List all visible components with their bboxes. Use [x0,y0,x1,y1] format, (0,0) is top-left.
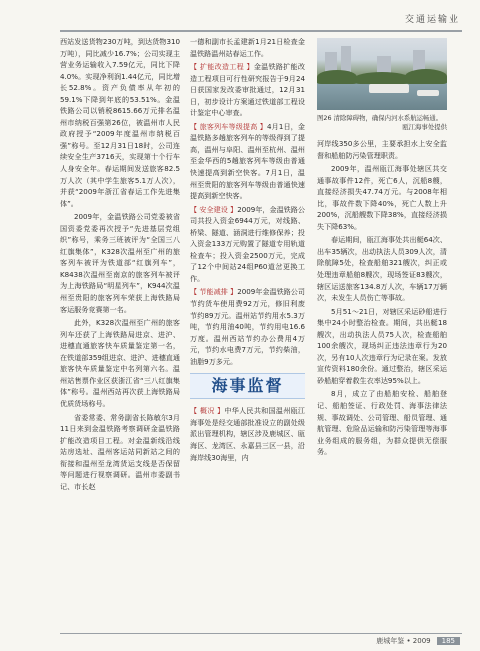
paragraph: 5月51～21日，对辖区采运砂船进行集中24小时整治检查。期间，共出艇18艘次，出动执法人员75人次，检查船舶100余艘次，现场纠正违法违章行为20次，另有10人次违章行为记录在案。发放宣传资料180余份。通过整治，辖区采运砂船舶穿着救生衣率达95%以上。 [317,306,447,385]
paragraph: 西站发送货物230万吨，到达货物310万吨），同比减少16.7%；公司实现主营业务运输收入7.59亿元，同比下降4.0%。实现净利润1.44亿元，同比增长52.8%。资产负债率从年初的59.1%下降到年底的53.51%。金温铁路公司以销税8615.66万元排名温州市纳税百强第26位，被温州市人民政府授予“2009年度温州市纳税百强”称号。至12月31日18时，公司连续安全生产3716天，实现第十个行车人身安全年。春运期间发送旅客82.5万人次（其中学生旅客5.1万人次），并获“2009年浙江省春运工作先进集体”。 [60,37,180,208]
section-body: 中华人民共和国温州瓯江海事处是经交通部批准设立的副处级派出管理机构，辖区涉及鹿城区、瓯海区、龙湾区、永嘉县三区一县，沿海岸线30海里，内 [190,406,306,462]
section-train-grade [190,121,305,202]
footer-title: 鹿城年鉴 • 2009 [376,637,431,645]
river-photo [317,38,447,110]
boat-shape [369,84,409,93]
section-label: 【 旅客列车等级提高 】 [190,121,267,131]
paragraph: 春运期间，瓯江海事处共出艇64次、出车35辆次，出动执法人员309人次，清除航障5处，检查船舶321艘次，纠正或处理违章船舶8艘次，现场签证83艘次，辖区运送旅客134.8万人次，车辆17万辆次，未发生人员伤亡等事故。 [317,235,447,303]
section-expansion [190,61,305,119]
caption-text: 图26 清除障碍物，确保内河水系航运畅通。 [317,114,443,122]
section-body: 2009年，金温铁路公司共投入资金6944万元，对线路、桥梁、隧道、涵洞进行维修保养；投入资金133万元购置了隧道专用轨道检查车；投入资金2500万元，完成了12个中间站24组P60道岔更换工作。 [190,204,305,283]
section-overview [190,405,305,463]
paragraph: 此外，K328次温州至广州的旅客列车还获了上海铁路局进京、进沪、进穗直通旅客快车质量鉴定第一名，在铁道部359组进京、进沪、进穗直通旅客快车质量鉴定中名列第六名。温州站售票作业区获浙江省“三八红旗集体”称号。温州西站再次获上海铁路局优质货场称号。 [60,318,180,408]
section-energy [190,286,305,367]
section-label: 【 节能减排 】 [190,287,238,297]
paragraph: 2009年，金温铁路公司党委被省国资委党委再次授予“先进基层党组织”称号，乘务三班被评为“全国三八红旗集体”，K328次温州至广州的旅客列车被评为铁道部“红旗列车”，K8438次温州至南京的旅客列车被评为上海铁路局“明星列车”，K944次温州至贵阳的旅客列车荣获上海铁路局客运服务竞赛第一名。 [60,212,180,314]
caption-credit: 瓯江海事处提供 [402,123,447,131]
chapter-heading: 海事监督 [190,373,305,399]
section-label: 【 概况 】 [190,406,225,416]
column-3 [317,36,447,460]
section-title: 交通运输业 [404,15,460,25]
paragraph: 省委常委、常务副省长陈敏尔3月11日来到金温铁路考察调研金温铁路扩能改造项目工程。对金温新线沿线站房选址、温州客运站同新站之间的衔接和温州至龙湾货运支线是否保留等问题进行视察调研。温州市委副书记、市长赵 [60,412,180,491]
paragraph: 河岸线350多公里，主要承担水上安全监督和船舶防污染管理职责。 [317,139,447,160]
section-body: 4月1日，金温铁路多趟旅客列车的等级得到了提高，温州与阜阳、温州至杭州、温州至金华西的5趟旅客列车等级由普通快速提高到新空快客。7月1日，温州至贵阳的旅客列车等级由普通快速提高到新空快客。 [190,121,305,201]
section-body: 金温铁路扩能改造工程项目可行性研究报告于9月24日获国家发改委审批通过，12月31日，初步设计方案通过铁道部工程设计鉴定中心审查。 [190,62,305,118]
photo-caption [317,114,447,132]
tree-shape [405,69,447,84]
paragraph: 8月，成立了由船舶安检、船舶登记、船舶签证、行政处罚、海事法律法规、事故调处、公司管理、船员管理、通航管理、危险品运输和防污染管理等海事业务组成的服务组，为群众提供无偿服务。 [317,389,447,457]
tree-shape [355,72,409,84]
paragraph: 一德和副市长孟建新1月21日检查金温铁路温州站春运工作。 [190,37,305,58]
footer-rule [60,633,462,634]
column-1 [60,36,180,494]
section-label: 【 扩能改造工程 】 [190,62,254,72]
header-rule [60,30,462,32]
section-body: 2009年金温铁路公司节约货车使用费92万元，修旧利废节约89万元。温州站节约用水5.3万吨，节约用油40吨，节约用电16.6万度。温州西站节约办公费用4万元，节约水电费7万元，节约柴油，油脂9万多元。 [190,287,305,366]
section-safety [190,204,305,285]
page-number: 185 [437,637,460,645]
tree-shape [317,70,357,84]
paragraph: 2009年，温州瓯江海事处辖区共交通事故事件12件，死亡6人，沉船8艘，直接经济损失47.74万元。与2008年相比，事故件数下降40%，死亡人数上升200%，沉船艘数下降38%，直接经济损失下降63%。 [317,164,447,231]
boat-shape [417,90,439,96]
section-label: 【 安全建设 】 [190,204,238,214]
column-2 [190,36,305,465]
footer [376,636,460,646]
